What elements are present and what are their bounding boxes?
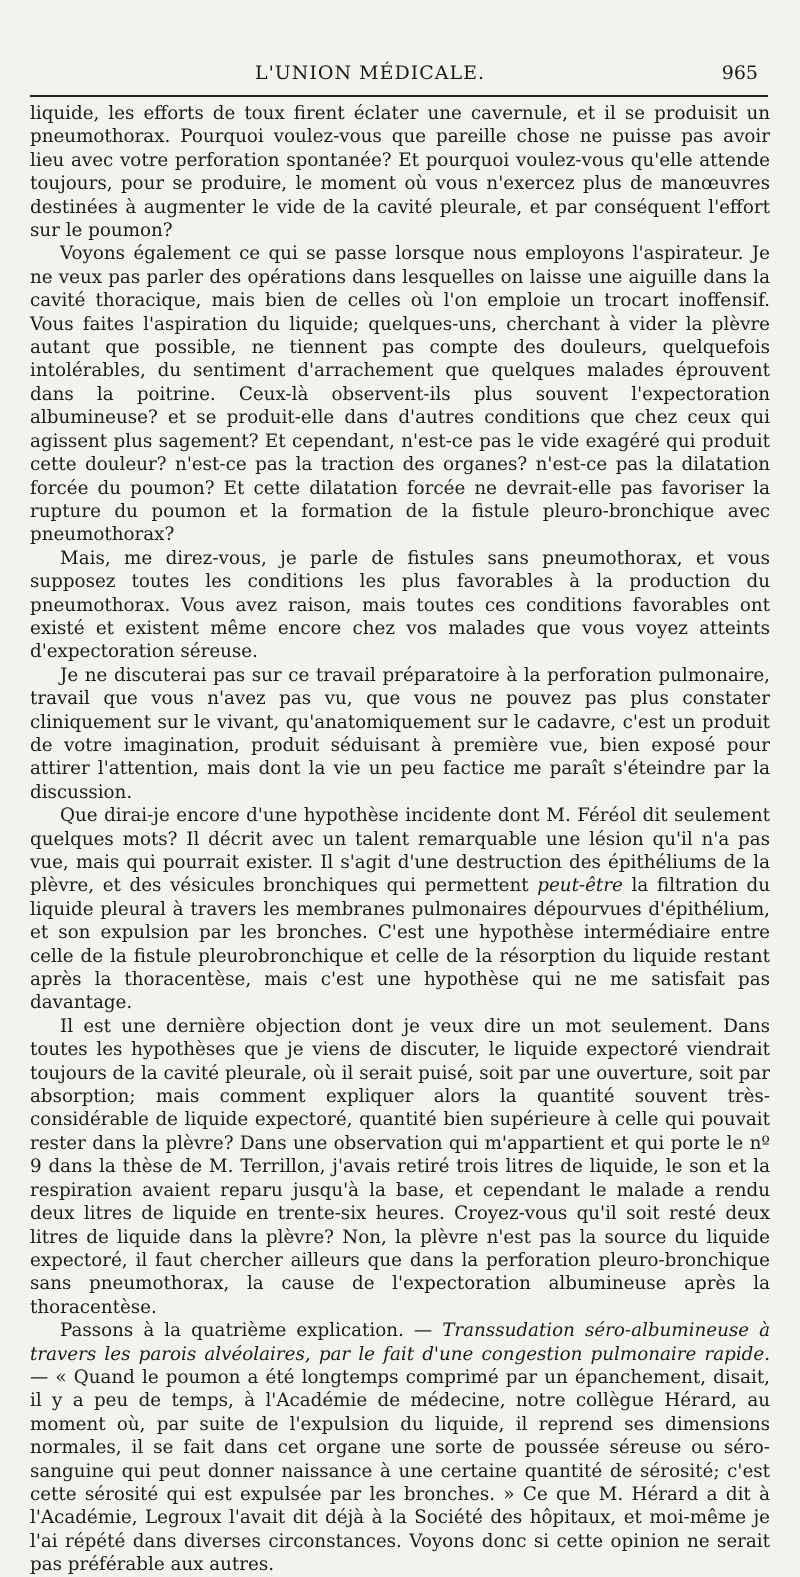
page-number: 965: [721, 62, 758, 84]
body-text: [30, 102, 770, 1577]
running-title: L'UNION MÉDICALE.: [254, 62, 486, 84]
paragraph-7: [30, 1319, 770, 1576]
header-rule: [30, 95, 768, 97]
paragraph-7-part-b: — « Quand le poumon a été longtemps comprimé par un épanchement, disait, il y a peu de temps, à l'Académie de médecine, notre collègue Hérard, au moment où, par suite de l'expulsion du liquide, il reprend ses dimensions normales, il se fait dans cet organe une sorte de poussée séreuse ou séro-sanguine qui peut donner naissance à une certaine quantité de sérosité; c'est cette sérosité qui est expulsée par les bronches. » Ce que M. Hérard a dit à l'Académie, Legroux l'avait dit déjà à la Société des hôpitaux, et moi-même je l'ai répété dans diverses circonstances. Voyons donc si cette opinion ne serait pas préférable aux autres.: [30, 1366, 770, 1576]
paragraph-1: liquide, les efforts de toux firent éclater une cavernule, et il se produisit un pneumothorax. Pourquoi voulez-vous que pareille chose ne puisse pas avoir lieu avec votre perforation spontanée? Et pourquoi voulez-vous qu'elle attende toujours, pour se produire, le moment où vous n'exercez plus de manœuvres destinées à augmenter le vide de la cavité pleurale, et par conséquent l'effort sur le poumon?: [30, 103, 770, 242]
page-header: [30, 62, 758, 92]
paragraph-3: Mais, me direz-vous, je parle de fistules sans pneumothorax, et vous supposez toutes les conditions les plus favorables à la production du pneumothorax. Vous avez raison, mais toutes ces conditions favorables ont existé et existent même encore chez vos malades que vous voyez atteints d'expectoration séreuse.: [30, 547, 770, 663]
paragraph-7-italic: Transsudation séro-albumineuse à travers les parois alvéolaires, par le fait d'une congestion pulmonaire rapide.: [30, 1320, 770, 1365]
paragraph-2: Voyons également ce qui se passe lorsque nous employons l'aspirateur. Je ne veux pas parler des opérations dans lesquelles on laisse une aiguille dans la cavité thoracique, mais bien de celles où l'on emploie un trocart inoffensif. Vous faites l'aspiration du liquide; quelques-uns, cherchant à vider la plèvre autant que possible, ne tiennent pas compte des douleurs, quelquefois intolérables, du sentiment d'arrachement que quelques malades éprouvent dans la poitrine. Ceux-là observent-ils plus souvent l'expectoration albumineuse? et se produit-elle dans d'autres conditions que chez ceux qui agissent plus sagement? Et cependant, n'est-ce pas le vide exagéré qui produit cette douleur? n'est-ce pas la traction des organes? n'est-ce pas la dilatation forcée du poumon? Et cette dilatation forcée ne devrait-elle pas favoriser la rupture du poumon et la formation de la fistule pleuro-bronchique avec pneumothorax?: [30, 243, 770, 546]
paragraph-5: [30, 804, 770, 1015]
paragraph-6: Il est une dernière objection dont je veux dire un mot seulement. Dans toutes les hypothèses que je viens de discuter, le liquide expectoré viendrait toujours de la cavité pleurale, où il serait puisé, soit par une ouverture, soit par absorption; mais comment expliquer alors la quantité souvent très-considérable de liquide expectoré, quantité bien supérieure à celle qui pouvait rester dans la plèvre? Dans une observation qui m'appartient et qui porte le nº 9 dans la thèse de M. Terrillon, j'avais retiré trois litres de liquide, le son et la respiration avaient reparu jusqu'à la base, et cependant le malade a rendu deux litres de liquide en trente-six heures. Croyez-vous qu'il soit resté deux litres de liquide dans la plèvre? Non, la plèvre n'est pas la source du liquide expectoré, il faut chercher ailleurs que dans la perforation pleuro-bronchique sans pneumothorax, la cause de l'expectoration albumineuse après la thoracentèse.: [30, 1015, 770, 1318]
paragraph-4: Je ne discuterai pas sur ce travail préparatoire à la perforation pulmonaire, travail que vous n'avez pas vu, que vous ne pouvez pas plus constater cliniquement sur le vivant, qu'anatomiquement sur le cadavre, c'est un produit de votre imagination, produit séduisant à première vue, bien exposé pour attirer l'attention, mais dont la vie un peu factice me paraît s'éteindre par la discussion.: [30, 664, 770, 803]
paragraph-5-part-a: Que dirai-je encore d'une hypothèse incidente dont M. Féréol dit seulement quelques mots? Il décrit avec un talent remarquable une lésion qu'il n'a pas vue, mais qui pourrait exister. Il s'agit d'une destruction des épithéliums de la plèvre, et des vésicules bronchiques qui permettent: [30, 805, 770, 897]
paragraph-5-part-b: la filtration du liquide pleural à travers les membranes pulmonaires dépourvues d'épithélium, et son expulsion par les bronches. C'est une hypothèse intermédiaire entre celle de la fistule pleurobronchique et celle de la résorption du liquide restant après la thoracentèse, mais c'est une hypothèse qui ne me satisfait pas davantage.: [30, 875, 771, 1014]
paragraph-5-italic: peut-être: [537, 875, 623, 897]
paragraph-7-part-a: Passons à la quatrième explication. —: [60, 1320, 443, 1342]
